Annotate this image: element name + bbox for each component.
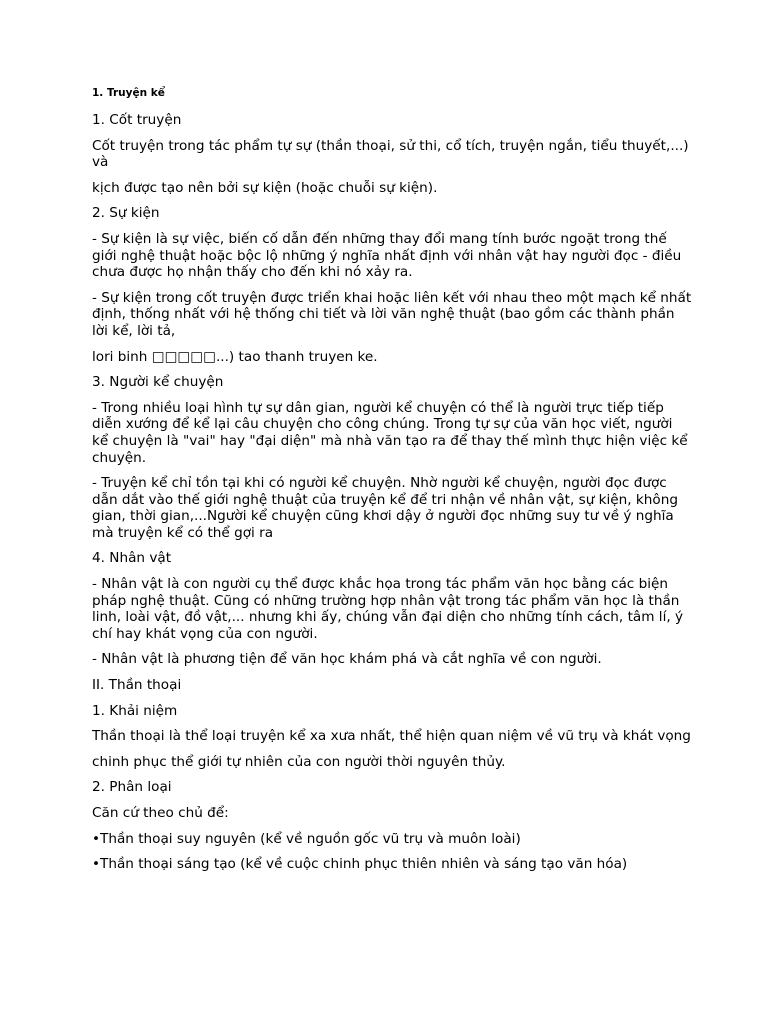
paragraph: - Nhân vật là phương tiện để văn học khám phá và cắt nghĩa về con người.: [92, 651, 602, 668]
paragraph: chinh phục thể giới tự nhiên của con người thời nguyên thủy.: [92, 753, 506, 770]
paragraph: - Trong nhiều loại hình tự sự dân gian, người kể chuyện có thể là người trực tiếp tiếp diễn xướng để kể lại câu chuyện cho công chúng. Trong tự sự của văn học viết, người kể chuyện là "vai" hay "đại diện" mà nhà văn tạo ra để thay thế mình thực hiện việc kể chuyện.: [92, 399, 688, 466]
paragraph: - Truyện kể chỉ tồn tại khi có người kể chuyện. Nhờ người kể chuyện, người đọc được dẫn dắt vào thế giới nghệ thuật của truyện kể để tri nhận về nhân vật, sự kiện, không gian, thời gian,...Người kể chuyện cũng khơi dậy ở người đọc những suy tư về ý nghĩa mà truyện kể có thể gợi ra: [92, 475, 678, 541]
paragraph: lori binh □□□□□...) tao thanh truyen ke.: [92, 348, 378, 365]
paragraph: kịch được tạo nên bởi sự kiện (hoặc chuỗi sự kiện).: [92, 179, 438, 196]
paragraph: - Sự kiện trong cốt truyện được triển khai hoặc liên kết với nhau theo một mạch kể nhất định, thống nhất với hệ thống chi tiết và lời văn nghệ thuật (bao gồm các thành phần lời kể, lời tả,: [92, 289, 692, 339]
section-title-phan-loai: 2. Phân loại: [92, 779, 172, 796]
document-heading: 1. Truyện kể: [92, 87, 165, 99]
paragraph: Căn cứ theo chủ để:: [92, 805, 229, 821]
paragraph: Cốt truyện trong tác phẩm tự sự (thần thoại, sử thi, cổ tích, truyện ngắn, tiểu thuyết,...) và: [92, 137, 689, 171]
paragraph: Thần thoại là thể loại truyện kể xa xưa nhất, thể hiện quan niệm về vũ trụ và khát vọng: [92, 728, 691, 745]
section-title-khai-niem: 1. Khải niệm: [92, 702, 178, 719]
bullet-item: • Thần thoại suy nguyên (kể về nguồn gốc vũ trụ và muôn loài): [92, 831, 692, 848]
section-title-nhan-vat: 4. Nhân vật: [92, 550, 172, 567]
paragraph: - Sự kiện là sự việc, biến cố dẫn đến những thay đổi mang tính bước ngoặt trong thế giới nghệ thuật hoặc bộc lộ những ý nghĩa nhất định với nhân vật hay người đọc - điều chưa được họ nhận thấy cho đến khi nó xảy ra.: [92, 230, 682, 281]
paragraph: - Nhân vật là con người cụ thể được khắc họa trong tác phẩm văn học bằng các biện pháp nghệ thuật. Cũng có những trường hợp nhân vật trong tác phẩm văn học là thần linh, loài vật, đồ vật,... nhưng khi ấy, chúng vẫn đại diện cho những tính cách, tâm lí, ý chí hay khát vọng của con người.: [92, 576, 684, 642]
section-title-than-thoai: II. Thần thoại: [92, 677, 182, 694]
section-title-nguoi-ke-chuyen: 3. Người kể chuyện: [92, 374, 224, 391]
document-page: [92, 86, 692, 882]
section-title-su-kien: 2. Sự kiện: [92, 205, 160, 222]
bullet-item: • Thần thoại sáng tạo (kể về cuộc chinh phục thiên nhiên và sáng tạo văn hóa): [92, 856, 692, 873]
section-title-cot-truyen: 1. Cốt truyện: [92, 112, 182, 128]
